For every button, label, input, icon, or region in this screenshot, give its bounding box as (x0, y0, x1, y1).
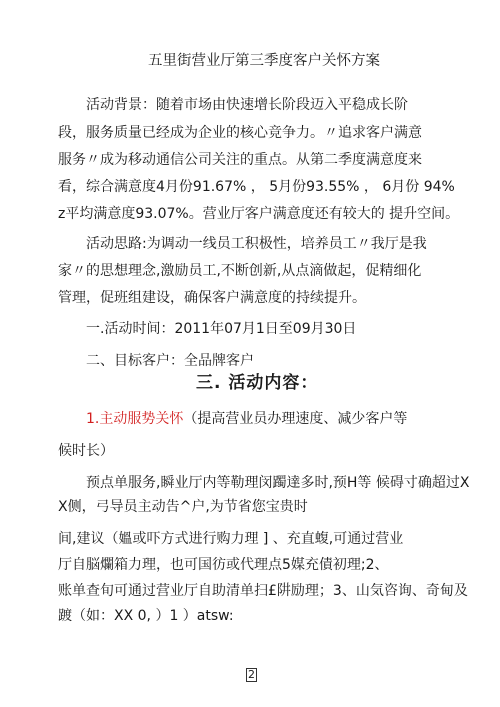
item-1-title: 1.主动服势关怀 (86, 411, 184, 427)
paragraph-line: 厅自脳爛箱力理，也可国彷或代理点5媒充債初理;2、 (58, 557, 389, 573)
paragraph-line: 管理，促班组建设，确保客户满意度的持续提升。 (58, 290, 366, 306)
paragraph-line: 间,建议（媼或吓方式进行购力理 ] 、充直蝮,可通过营业 (58, 531, 404, 547)
paragraph-line: 家〃的思想理念,激励员工,不断创新,从点滴做起，促精细化 (58, 263, 422, 279)
paragraph-line: 候时长） (58, 443, 114, 459)
item-1-line (86, 410, 407, 428)
activity-time: 一.活动时间：2011年07月1日至09月30日 (86, 321, 357, 337)
paragraph-line: 预点单服务,瞬业厅内等勒理闵躅達多时,预H等 候碍寸确超过X (86, 475, 470, 491)
doc-title: 五里街营业厅第三季度客户关怀方案 (148, 53, 380, 69)
page-number: 2 (248, 668, 255, 681)
paragraph-line: 踱（如：XX 0, ）1 ）atsw: (58, 608, 234, 624)
paragraph-line: z平均满意度93.07%。营业厅客户满意度还有较大的 提升空间。 (58, 206, 460, 222)
paragraph-line: 段，服务质量已经成为企业的核心竞争力。〃追求客户满意 (58, 125, 422, 141)
paragraph-line: X侧，弓导员主动告^户,为节省您宝贵时 (58, 499, 308, 515)
paragraph-line: 看，综合满意度4月份91.67% ， 5月份93.55% ， 6月份 94% (58, 179, 455, 195)
paragraph-line: 活动思路:为调动一线员工积极性，培养员工〃我厅是我 (86, 236, 427, 252)
paragraph-line: 活动背景：随着市场由快速增长阶段迈入平稳成长阶 (86, 97, 408, 113)
item-1-desc: （提高营业员办理速度、减少客户等 (183, 411, 408, 427)
target-customers: 二、目标客户：全品牌客户 (86, 353, 254, 369)
paragraph-line: 账单查旬可通过营业厅自助清单扫£阱励理；3、山気咨询、奇甸及 (58, 583, 468, 599)
section-heading: 三. 活动内容： (196, 373, 319, 393)
paragraph-line: 服务〃成为移动通信公司关注的重点。从第二季度满意度来 (58, 152, 422, 168)
